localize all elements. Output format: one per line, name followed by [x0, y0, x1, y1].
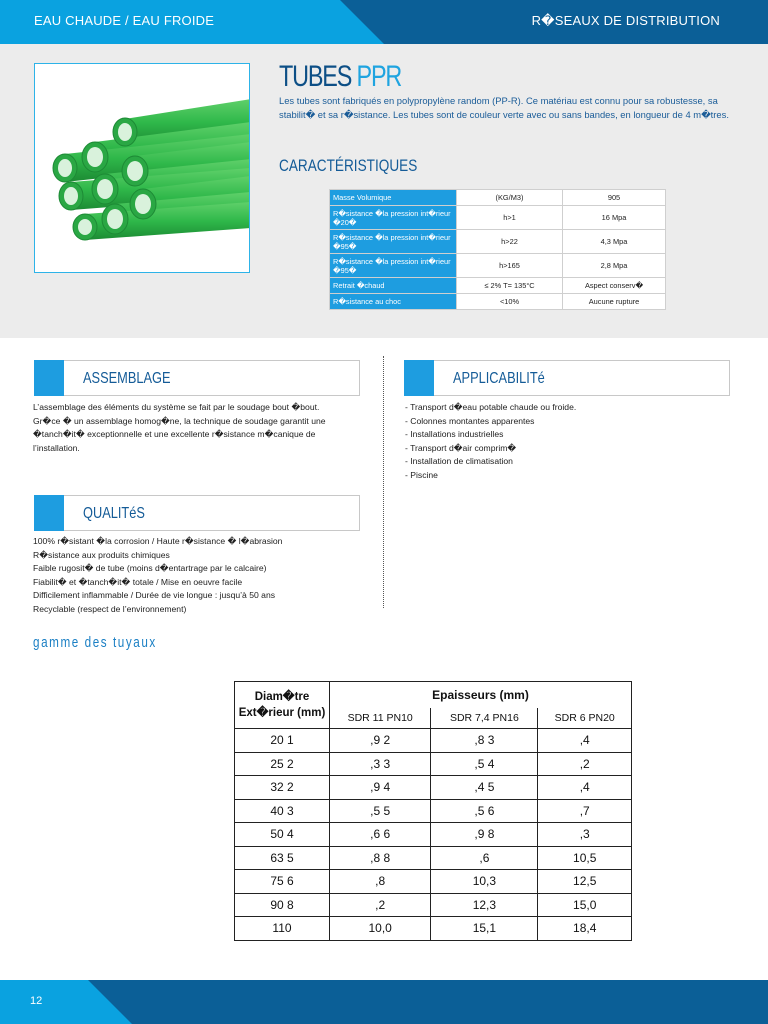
applicabilite-heading-box [404, 360, 730, 396]
diameter-cell: 20 1 [235, 729, 330, 753]
table-row [235, 893, 632, 917]
table-header-row [235, 682, 632, 708]
qualites-heading: QUALITéS [83, 505, 145, 522]
applicabilite-heading: APPLICABILITé [453, 370, 545, 387]
spec-value: 2,8 Mpa [563, 254, 666, 278]
thickness-cell: 12,3 [431, 893, 538, 917]
diameter-cell: 63 5 [235, 846, 330, 870]
table-row [330, 278, 666, 294]
thickness-cell: ,5 6 [431, 799, 538, 823]
ppr-tubes-photo [34, 63, 250, 273]
table-row [235, 917, 632, 941]
thickness-cell: ,3 [538, 823, 632, 847]
spec-value: Aspect conserv� [563, 278, 666, 294]
list-item: 100% r�sistant �la corrosion / Haute r�sistance � l�abrasion [33, 536, 283, 546]
table-row [235, 846, 632, 870]
list-item: Fiabilit� et �tanch�it� totale / Mise en oeuvre facile [33, 576, 243, 587]
thickness-cell: ,4 5 [431, 776, 538, 800]
table-row [330, 294, 666, 310]
thickness-cell: 10,0 [330, 917, 431, 941]
thickness-cell: ,5 5 [330, 799, 431, 823]
list-item: - Installation de climatisation [405, 456, 513, 466]
section-marker [34, 360, 64, 396]
thickness-cell: ,2 [538, 752, 632, 776]
list-item: Faible rugosit� de tube (moins d�entartrage par le calcaire) [33, 563, 267, 573]
qualites-heading-box [34, 495, 360, 531]
diameter-cell: 75 6 [235, 870, 330, 894]
spec-value: 905 [563, 190, 666, 206]
spec-value: 16 Mpa [563, 206, 666, 230]
characteristics-table [329, 189, 666, 310]
thickness-cell: ,9 4 [330, 776, 431, 800]
spec-condition: h>1 [457, 206, 563, 230]
footer-left-band [0, 980, 88, 1024]
list-item: Difficilement inflammable / Durée de vie longue : jusqu’à 50 ans [33, 590, 276, 600]
diameter-cell: 40 3 [235, 799, 330, 823]
page-number: 12 [30, 995, 43, 1007]
thickness-cell: ,7 [538, 799, 632, 823]
diameter-header: Diam�tre Ext�rieur (mm) [235, 682, 330, 729]
pipe-range-table [234, 681, 632, 941]
thickness-cell: 12,5 [538, 870, 632, 894]
diameter-cell: 25 2 [235, 752, 330, 776]
assemblage-heading-box [34, 360, 360, 396]
sdr6-header: SDR 6 PN20 [538, 708, 632, 729]
thickness-cell: ,8 3 [431, 729, 538, 753]
spec-label: R�sistance �la pression int�rieur �95� [330, 230, 457, 254]
thickness-cell: ,5 4 [431, 752, 538, 776]
assemblage-heading: ASSEMBLAGE [83, 370, 171, 387]
thickness-cell: 15,0 [538, 893, 632, 917]
list-item: - Installations industrielles [405, 429, 504, 439]
list-item: Recyclable (respect de l’environnement) [33, 603, 187, 614]
column-divider [383, 356, 384, 608]
table-row [235, 799, 632, 823]
header-category: EAU CHAUDE / EAU FROIDE [34, 13, 215, 28]
thickness-cell: ,9 2 [330, 729, 431, 753]
list-item: R�sistance aux produits chimiques [33, 549, 170, 560]
spec-label: Retrait �chaud [330, 278, 457, 294]
section-marker [404, 360, 434, 396]
diameter-cell: 110 [235, 917, 330, 941]
diameter-cell: 32 2 [235, 776, 330, 800]
spec-condition: ≤ 2% T= 135°C [457, 278, 563, 294]
spec-label: R�sistance �la pression int�rieur �95� [330, 254, 457, 278]
table-row [235, 752, 632, 776]
title-ppr: PPR [356, 60, 402, 93]
list-item: - Colonnes montantes apparentes [405, 415, 535, 426]
spec-label: R�sistance �la pression int�rieur �20� [330, 206, 457, 230]
table-row [330, 230, 666, 254]
thickness-cell: 15,1 [431, 917, 538, 941]
diameter-cell: 50 4 [235, 823, 330, 847]
table-row [330, 206, 666, 230]
spec-condition: h>165 [457, 254, 563, 278]
header-section: R�SEAUX DE DISTRIBUTION [531, 13, 720, 28]
table-row [330, 254, 666, 278]
table-row [330, 190, 666, 206]
thickness-cell: ,6 [431, 846, 538, 870]
table-row [235, 729, 632, 753]
thickness-cell: ,6 6 [330, 823, 431, 847]
sdr11-header: SDR 11 PN10 [330, 708, 431, 729]
spec-value: Aucune rupture [563, 294, 666, 310]
green-tubes-illustration [35, 64, 250, 273]
sdr74-header: SDR 7,4 PN16 [431, 708, 538, 729]
spec-condition: h>22 [457, 230, 563, 254]
qualites-list [33, 535, 353, 616]
section-marker [34, 495, 64, 531]
gamme-heading: gamme des tuyaux [33, 634, 157, 651]
thickness-cell: 18,4 [538, 917, 632, 941]
product-intro: Les tubes sont fabriqués en polypropylène random (PP-R). Ce matériau est connu pour sa robustesse, sa stabilit� et sa r�sistance. Les tubes sont de couleur verte avec ou sans bandes, en longueur de 4 m�tres. [279, 95, 729, 120]
thickness-cell: 10,3 [431, 870, 538, 894]
thickness-header: Epaisseurs (mm) [330, 682, 632, 708]
spec-value: 4,3 Mpa [563, 230, 666, 254]
product-title [279, 60, 401, 94]
thickness-cell: ,8 8 [330, 846, 431, 870]
spec-condition: (KG/M3) [457, 190, 563, 206]
spec-label: Masse Volumique [330, 190, 457, 206]
title-tubes: TUBES [279, 60, 357, 93]
list-item: - Piscine [405, 469, 438, 480]
table-row [235, 823, 632, 847]
list-item: - Transport d�eau potable chaude ou froide. [405, 402, 577, 412]
spec-label: R�sistance au choc [330, 294, 457, 310]
applicabilite-list [405, 401, 725, 482]
characteristics-heading: CARACTÉRISTIQUES [279, 156, 418, 175]
thickness-cell: ,2 [330, 893, 431, 917]
assemblage-text: L’assemblage des éléments du système se fait par le soudage bout �bout. Gr�ce � un assemblage homog�ne, la technique de soudage garantit une �tanch�it� exceptionnelle et une excellente r�sistance m�canique de l’installation. [33, 402, 326, 453]
diameter-cell: 90 8 [235, 893, 330, 917]
thickness-cell: 10,5 [538, 846, 632, 870]
list-item: - Transport d�air comprim� [405, 442, 517, 453]
thickness-cell: ,4 [538, 729, 632, 753]
thickness-cell: ,9 8 [431, 823, 538, 847]
table-row [235, 776, 632, 800]
table-row [235, 870, 632, 894]
thickness-cell: ,3 3 [330, 752, 431, 776]
thickness-cell: ,8 [330, 870, 431, 894]
spec-condition: <10% [457, 294, 563, 310]
thickness-cell: ,4 [538, 776, 632, 800]
